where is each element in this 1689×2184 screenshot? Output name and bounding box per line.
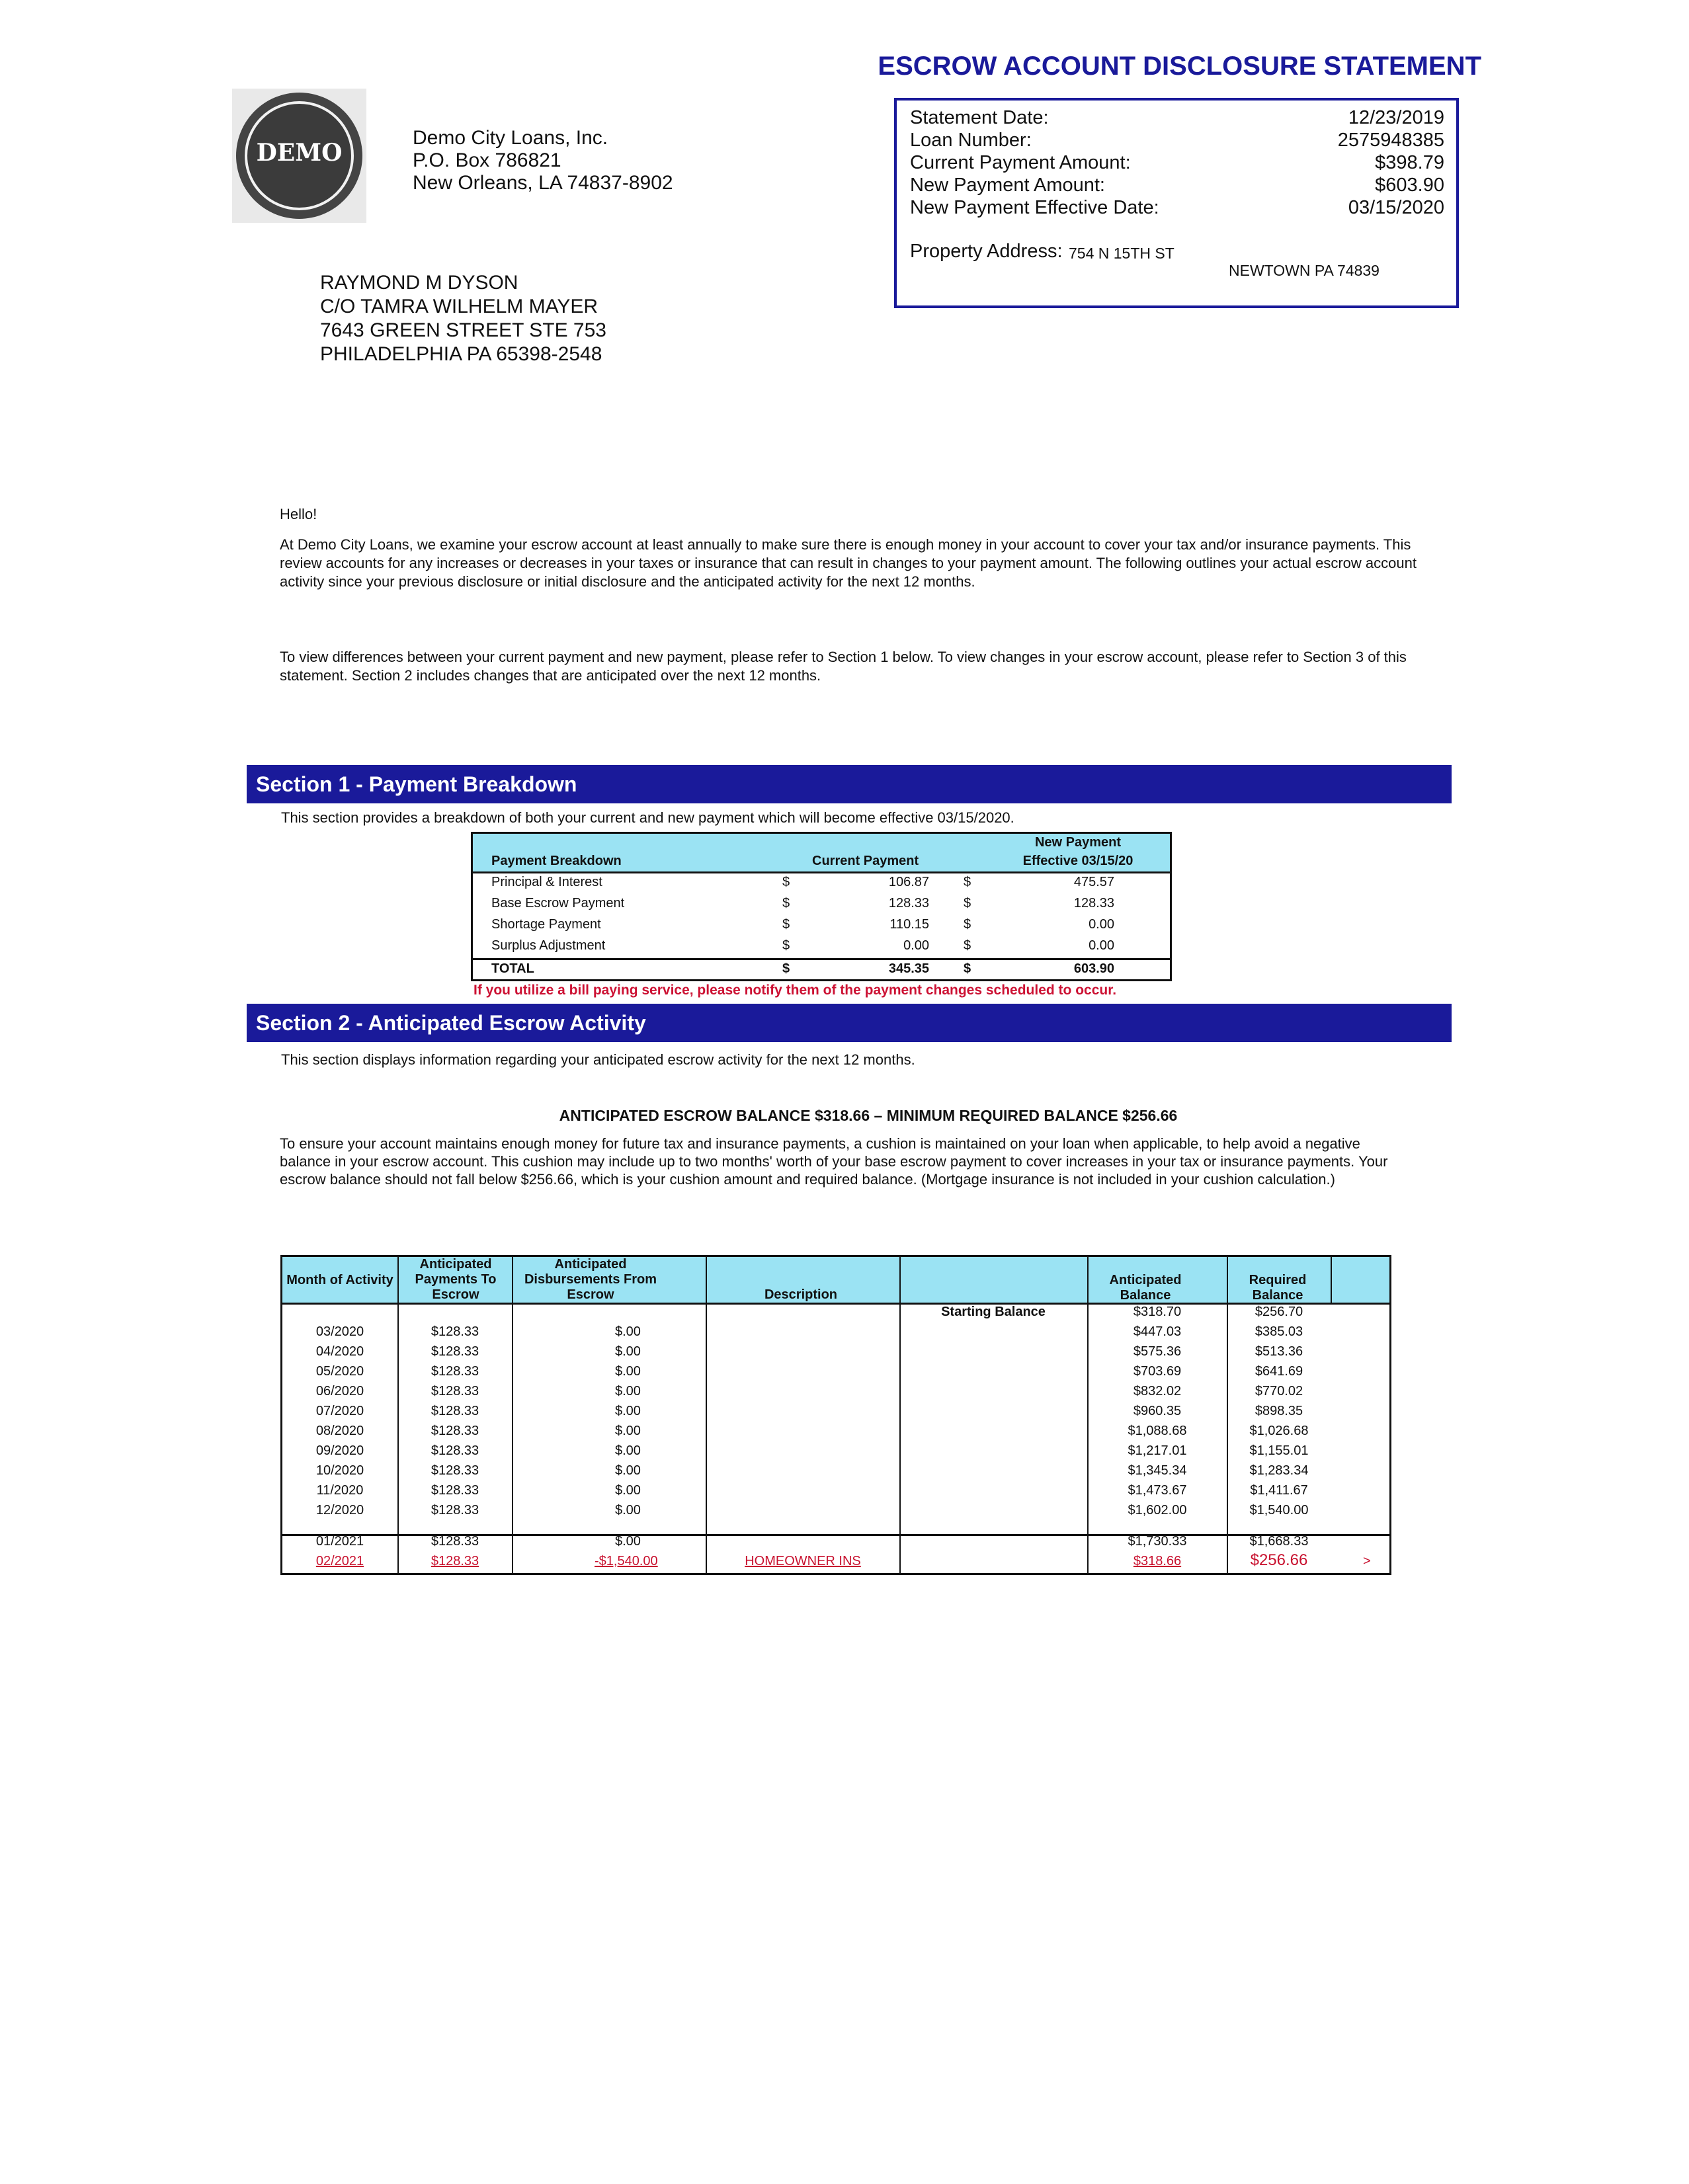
- table-row: [473, 917, 1170, 938]
- table-row: [282, 1384, 1389, 1404]
- total-label: TOTAL: [491, 961, 534, 976]
- currency-symbol: $: [782, 938, 790, 953]
- borrower-line4: PHILADELPHIA PA 65398-2548: [320, 343, 602, 365]
- anticipated-balance: $1,602.00: [1128, 1503, 1187, 1517]
- required-balance: $641.69: [1255, 1364, 1303, 1379]
- payment: $128.33: [431, 1364, 479, 1379]
- disbursement: $.00: [615, 1344, 641, 1359]
- anticipated-balance: $1,730.33: [1128, 1534, 1187, 1549]
- info-label: New Payment Effective Date:: [910, 197, 1159, 218]
- table-row: [282, 1344, 1389, 1364]
- section-1-header: Section 1 - Payment Breakdown: [247, 765, 1452, 803]
- info-label: Current Payment Amount:: [910, 152, 1131, 173]
- payment: $128.33: [431, 1404, 479, 1418]
- anticipated-balance: $832.02: [1133, 1384, 1182, 1398]
- disbursement: $.00: [615, 1324, 641, 1339]
- col-header-month: Month of Activity: [286, 1273, 393, 1287]
- table-row: [282, 1503, 1389, 1523]
- table-row: [282, 1424, 1389, 1443]
- month: 10/2020: [315, 1463, 364, 1478]
- escrow-activity-table-tail: [280, 1534, 1391, 1575]
- anticipated-balance: $1,217.01: [1128, 1443, 1187, 1458]
- new-amount: 0.00: [1089, 917, 1114, 932]
- escrow-table-header: [282, 1257, 1389, 1305]
- row-label: Surplus Adjustment: [491, 938, 606, 953]
- current-amount: 106.87: [888, 875, 929, 889]
- payment: $128.33: [431, 1424, 479, 1438]
- table-row: [473, 896, 1170, 917]
- month: 02/2021: [315, 1554, 364, 1568]
- column-divider: [1331, 1257, 1332, 1305]
- starting-required: $256.70: [1255, 1305, 1303, 1319]
- required-balance: $385.03: [1255, 1324, 1303, 1339]
- disbursement: $.00: [615, 1384, 641, 1398]
- low-point-marker: >: [1363, 1554, 1371, 1568]
- table-row: [282, 1404, 1389, 1424]
- info-value: 03/15/2020: [1348, 197, 1444, 218]
- lender-address: [413, 127, 673, 194]
- payment: $128.33: [431, 1344, 479, 1359]
- anticipated-balance: $318.66: [1133, 1554, 1182, 1568]
- anticipated-balance: $703.69: [1133, 1364, 1182, 1379]
- row-label: Base Escrow Payment: [491, 896, 625, 910]
- info-value: $603.90: [1375, 175, 1444, 196]
- disbursement: $.00: [615, 1483, 641, 1498]
- month: 11/2020: [316, 1483, 364, 1498]
- cushion-explanation: To ensure your account maintains enough money for future tax and insurance payments, a cushion is maintained on your loan when applicable, to help avoid a negative balance in your escrow account. This cushion may include up to two months' worth of your base escrow payment to cover increases in your tax or insurance payments. Your escrow balance should not fall below $256.66, which is your cushion amount and required balance. (Mortgage insurance is not included in your cushion calculation.): [280, 1135, 1388, 1188]
- disbursement: $.00: [615, 1424, 641, 1438]
- month: 03/2020: [315, 1324, 364, 1339]
- currency-symbol: $: [782, 961, 790, 976]
- loan-number-row: [910, 130, 1444, 152]
- col-header-new-effective: Effective 03/15/20: [1022, 854, 1133, 868]
- col-header-payments: Anticipated Payments To Escrow: [415, 1257, 497, 1302]
- col-header-current: Current Payment: [812, 854, 919, 868]
- intro-paragraph-2: To view differences between your current payment and new payment, please refer to Section 1 below. To view changes in your escrow account, please refer to Section 3 of this statement. Section 2 includes changes that are anticipated over the next 12 months.: [280, 649, 1407, 684]
- statement-date-row: [910, 107, 1444, 130]
- currency-symbol: $: [964, 917, 971, 932]
- month: 09/2020: [315, 1443, 364, 1458]
- borrower-address: [320, 271, 606, 366]
- anticipated-balance: $1,473.67: [1128, 1483, 1187, 1498]
- payment: $128.33: [431, 1324, 479, 1339]
- anticipated-balance: $1,345.34: [1128, 1463, 1187, 1478]
- month: 05/2020: [315, 1364, 364, 1379]
- current-amount: 128.33: [888, 896, 929, 910]
- lender-address-line2: New Orleans, LA 74837-8902: [413, 172, 673, 194]
- required-balance: $256.66: [1250, 1551, 1308, 1569]
- month: 06/2020: [315, 1384, 364, 1398]
- month: 12/2020: [315, 1503, 364, 1517]
- required-balance: $1,026.68: [1249, 1424, 1309, 1438]
- section-2-header: Section 2 - Anticipated Escrow Activity: [247, 1004, 1452, 1042]
- table-row: [282, 1364, 1389, 1384]
- current-payment-row: [910, 152, 1444, 175]
- table-row: [473, 938, 1170, 959]
- lender-address-line1: P.O. Box 786821: [413, 149, 561, 171]
- col-header-item: Payment Breakdown: [491, 854, 622, 868]
- new-amount: 475.57: [1073, 875, 1114, 889]
- required-balance: $1,155.01: [1249, 1443, 1309, 1458]
- property-address-line2: NEWTOWN PA 74839: [1229, 262, 1380, 279]
- payment: $128.33: [431, 1503, 479, 1517]
- anticipated-balance: $575.36: [1133, 1344, 1182, 1359]
- payment: $128.33: [431, 1443, 479, 1458]
- new-payment-row: [910, 175, 1444, 197]
- info-label: Loan Number:: [910, 130, 1032, 151]
- required-balance: $1,540.00: [1249, 1503, 1309, 1517]
- final-table-row: [282, 1551, 1389, 1574]
- row-label: Shortage Payment: [491, 917, 601, 932]
- col-header-new: New Payment: [1034, 835, 1122, 850]
- month: 04/2020: [315, 1344, 364, 1359]
- row-label: Principal & Interest: [491, 875, 602, 889]
- disbursement: $.00: [615, 1534, 641, 1549]
- starting-balance: $318.70: [1133, 1305, 1182, 1319]
- current-amount: 110.15: [889, 917, 929, 932]
- starting-balance-label: Starting Balance: [941, 1305, 1046, 1319]
- effective-date-row: [910, 197, 1444, 220]
- anticipated-balance-heading: ANTICIPATED ESCROW BALANCE $318.66 – MINIMUM REQUIRED BALANCE $256.66: [559, 1107, 1178, 1124]
- table-row: [282, 1534, 1389, 1554]
- borrower-line2: C/O TAMRA WILHELM MAYER: [320, 296, 598, 317]
- col-header-balance: Anticipated Balance: [1109, 1273, 1182, 1303]
- property-address-line1: 754 N 15TH ST: [1069, 245, 1174, 262]
- required-balance: $1,668.33: [1249, 1534, 1309, 1549]
- info-value: 12/23/2019: [1348, 107, 1444, 128]
- currency-symbol: $: [782, 875, 790, 889]
- payment: $128.33: [431, 1463, 479, 1478]
- table-row: [282, 1463, 1389, 1483]
- month: 08/2020: [315, 1424, 364, 1438]
- info-value: 2575948385: [1337, 130, 1444, 151]
- anticipated-balance: $447.03: [1133, 1324, 1182, 1339]
- payment: $128.33: [431, 1483, 479, 1498]
- table-row: [473, 875, 1170, 896]
- total-new: 603.90: [1073, 961, 1114, 976]
- col-header-disbursements: Anticipated Disbursements From Escrow: [524, 1257, 657, 1302]
- logo-text: DEMO: [256, 139, 343, 167]
- info-label: Statement Date:: [910, 107, 1049, 128]
- payment-breakdown-table: [471, 832, 1172, 981]
- table-row: [282, 1443, 1389, 1463]
- lender-logo: [232, 89, 366, 223]
- info-value: $398.79: [1375, 152, 1444, 173]
- bill-pay-notice: If you utilize a bill paying service, please notify them of the payment changes scheduled to occur.: [474, 983, 1117, 998]
- payment: $128.33: [431, 1554, 479, 1568]
- disbursement: $.00: [615, 1364, 641, 1379]
- section-2-description: This section displays information regarding your anticipated escrow activity for the next 12 months.: [281, 1051, 915, 1068]
- disbursement: $.00: [615, 1503, 641, 1517]
- intro-paragraph-1: At Demo City Loans, we examine your escrow account at least annually to make sure there is enough money in your account to cover your tax and/or insurance payments. This review accounts for any increases or decreases in your taxes or insurance that can result in changes to your payment amount. The following outlines your actual escrow account activity since your previous disclosure or initial disclosure and the anticipated activity for the next 12 months.: [280, 536, 1417, 590]
- col-header-description: Description: [764, 1287, 838, 1302]
- disbursement: $.00: [615, 1443, 641, 1458]
- required-balance: $1,411.67: [1250, 1483, 1308, 1498]
- borrower-line3: 7643 GREEN STREET STE 753: [320, 319, 606, 341]
- property-address-label: Property Address:: [910, 241, 1063, 262]
- starting-balance-row: [282, 1305, 1389, 1324]
- currency-symbol: $: [782, 896, 790, 910]
- required-balance: $898.35: [1255, 1404, 1303, 1418]
- month: 07/2020: [315, 1404, 364, 1418]
- month: 01/2021: [315, 1534, 364, 1549]
- currency-symbol: $: [964, 961, 971, 976]
- total-current: 345.35: [888, 961, 929, 976]
- currency-symbol: $: [964, 875, 971, 889]
- payment: $128.33: [431, 1534, 479, 1549]
- anticipated-balance: $960.35: [1133, 1404, 1182, 1418]
- currency-symbol: $: [964, 938, 971, 953]
- statement-title: ESCROW ACCOUNT DISCLOSURE STATEMENT: [878, 52, 1481, 81]
- required-balance: $513.36: [1255, 1344, 1303, 1359]
- currency-symbol: $: [782, 917, 790, 932]
- statement-info-box: [894, 98, 1459, 308]
- required-balance: $770.02: [1255, 1384, 1303, 1398]
- info-label: New Payment Amount:: [910, 175, 1105, 196]
- disbursement: $.00: [615, 1404, 641, 1418]
- current-amount: 0.00: [903, 938, 929, 953]
- total-row: [473, 958, 1170, 981]
- table-row: [282, 1324, 1389, 1344]
- new-amount: 0.00: [1089, 938, 1114, 953]
- description: HOMEOWNER INS: [745, 1554, 861, 1568]
- table-row: [282, 1483, 1389, 1503]
- disbursement: $.00: [615, 1463, 641, 1478]
- section-1-description: This section provides a breakdown of both your current and new payment which will become effective 03/15/2020.: [281, 809, 1014, 826]
- payment: $128.33: [431, 1384, 479, 1398]
- lender-name: Demo City Loans, Inc.: [413, 127, 608, 149]
- anticipated-balance: $1,088.68: [1128, 1424, 1187, 1438]
- greeting: Hello!: [280, 506, 317, 522]
- required-balance: $1,283.34: [1249, 1463, 1309, 1478]
- new-amount: 128.33: [1073, 896, 1114, 910]
- escrow-activity-table: [280, 1255, 1391, 1536]
- col-header-required: Required Balance: [1249, 1273, 1307, 1303]
- disbursement: -$1,540.00: [595, 1554, 658, 1568]
- borrower-name: RAYMOND M DYSON: [320, 272, 518, 294]
- payment-breakdown-header: [473, 834, 1170, 873]
- currency-symbol: $: [964, 896, 971, 910]
